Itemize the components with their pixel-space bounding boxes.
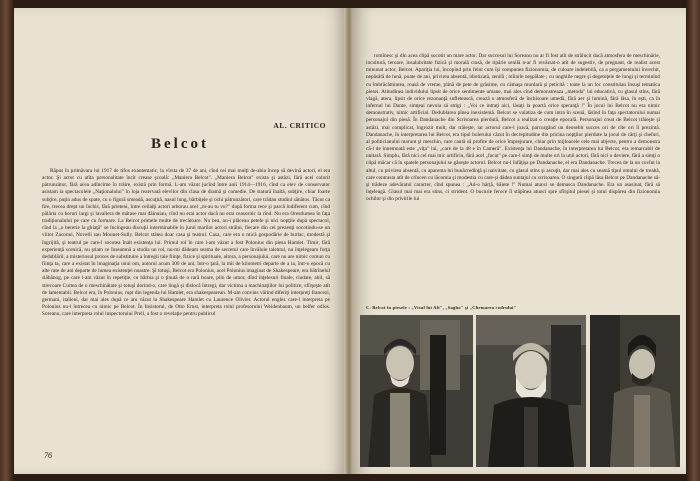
page-number: 76 xyxy=(44,451,52,460)
photo-role-1 xyxy=(360,315,473,467)
photo-role-3 xyxy=(590,315,680,467)
photo-role-1-image xyxy=(360,315,473,467)
photo-role-3-image xyxy=(590,315,680,467)
left-page xyxy=(14,8,346,474)
photo-role-2-image xyxy=(476,315,586,467)
left-body-text: Răpus în primăvara lui 1917 de tifos exantematic, la vîrsta de 37 de ani, cînd cei mai mulţi de-abia încep să devină actori, el era actor. Şi actor cu atîta personalitate încît crease şcoală: „Maniera Belcot". „Maniera Belcot" exista şi astăzi, fără acel colorit pătrunzător, fără acea adîncime în trăire, există prin formă. L-am văzut jucînd între anii 1914—1916, cînd ca elev de conservator asistam la spectacolele „Naţionalului" în loja rezervată elevilor din clasa de dramă şi comedie. De statură înaltă, subţire, chiar foarte subţire, puţin adus de spate, cu o figură smeadă, ascuţită, nasul lung, bărbiţele şi ochi pătrunzători, care trădau studiul sănătos. Tăcut ca fire, trecea drept un închis, fără prieteni, între ceilalţi actori arborau acel „m-au tu vu?" după forma rece şi parcă indiferent cum, cînd pălăria cu boruri largi şi lavaliera de mătase mai dăinuiau, cînd nu erai actor dacă nu erai ceasornic la rînd. Nu era Orestlumea în fața tradiționalului pe care cu formare. La Belcot primele multe de trecătoare. Nu bea, nu-i plăceau petele şi nici nopţile după spectacol, cînd la „o bererie la ghiaţă" se încingeau discuţii interminabile în jurul marilor actori străini, fiecare din cei prezenţi socotindu-se un viitor Zaconni, Novelli sau Mounet-Sully. Belcot stătea doar casa şi teatrul. Casa, care era o mică gospodărie de burlac, modestă şi îngrijită, şi teatrul pe care-l socotea înalt existenţa lui. Primul rol în care l-am văzut a fost Polonius din piesa Hamlet. Timir, fără experienţă scenică, nu ştiam ce înseamnă a studia un rol, nu-mi dădeam seama de secretul care învăluie talentul, nu înţelegeam forţa dedublării, a misteriosul proces de substituire a întregii tale fiinţe, fizice şi spirituale, altora, a personajului, care nu are nimic comun cu fiinţa ta, care a existat în imaginaţia unui om, autorul acum 300 de ani, într-o ţară, la mii de kilometri departe de a ta, într-o epocă cu alte rute de ani departe de lumea existenţei noastre. Şi totuşi, Belcot era Polonius, acel Polonius imaginat de Shakespeare, era bătrînelul slăbănog, pe care l-am văzut în repetiţie, cu bărbia şi o ţinută de o rară boare, plin de umor, dînd înţelesuri finale, ciudate, abil, să strecoare Curtea de o meschinătate şi totuşi dorind-o, care lingă şi dislocă întregi, dar victima a machinaţiilor lui politice, sfîrşeşte atît de lamentabil. Belcot era, în Polonius, rupt din legenda lui Hamlet, era shakespearean. M-am convins vărind diferiţi interpreţi francezi, germani, italieni, dar mai ales după ce am văzut la Shakespeare Hamlet cu Laurence Olivier. Actorul englez care-l interpreta pe Polonius nu-l întrecea cu nimic pe Belcot. În Insistorul, de Otto Ernst, interpreta rolul profesorului Weidenbaum, un belfer odios. Soreanu, care interpreta rolul inspectorului Prell, a fost o revelaţie pentru publicul xyxy=(42,168,330,318)
article-title: Belcot xyxy=(151,136,209,152)
photo-role-2 xyxy=(476,315,586,467)
right-page xyxy=(352,8,686,474)
right-body-text: romînesc şi din acea clipă socotit un mare actor. Dar succesul lui Soreanu nu ar fi fost atît de strălucit dacă atmosfera de meschinărie, incultură, teroare, insalubritate fizică şi morală crasă, de tipărie senilă n-ar fi revărsat-o atît de sugestiv, de pregnant, de realist acest minunat actor, Belcot. Apariţia lui, încopind prin felul cum îşi compunea fizionomia, de culoare indelebilă, ca a pergamentului învechit, nepăsătă de lună, poate de ani, privirea absentă, idiotizată, senilă ; mîinile neşpălate ; cu unghiile negre şi degetuţele de lungi şi terminînd cu îmbrăcămintea, roasă de vreme, plină de pete de grăsime, cu cămaşa murdară şi peticită : toate la un loc constituiau însuşi tematica piesei. Atitudinea individului lipsit de orice sentimente umane, mai ales cînd demonstreaza „metoda" lui educativă, cu glasul stins, fără vlagă, atera, lipsit de orice rezonanţă sufletească, crează o atmosferă de închisoare umedă, fără aer şi lumină, fără lăsa, în eşti, ca în infernul lui Dante, simţeai nevoia să strigi : „Voi ce intraţi aici, lăsaţi la poartă orice speranţă !" În jocul lui Belcot nu era nimic demonstrativ, nimic artificial. Dedublarea pînea inexistentă. Belcot se vulatiza de cum intra în scenă, lăsînd în faţa spectatorului numai personajul din piesă. În Dandanache din Scrisoarea pierdută, Belcot a realizat o creaţie epocală. Personajul creat de Belcot trăieşte şi astăzi, mai complicat, îngrozit mult, dar trăieşte, iar actorul care-l joacă, parcurgând un deosebit succes ori de cîte ori îl prezintă. Dandanache, în interpretarea lui Belcot, era tipul boierului căzut în decrepitudine din pricina nopţilor pierdute la jocul de cărţi şi chefuri, al politicianului marunt şi meschin, care caută să profite de orice împrejurare, chiar prin mijloacele cele mai abjecte, pentru a demonstra că-l de înnemnată este „viţa" lui, „care de la 48 e în Cameră". Existenţa lui Dandanache, în interpretarea lui Belcot, era remarcabil de unitară. Simplu, fără nici cel mai mic artificiu, fără acel „facut" pe care-l simţi de multe ori la unii actori, fără nici o deviere, fără a simţi o clipă măcar că în spatele personajului se găseşte actorul. Belcot nu-l înfăţişa pe Dandanache, el era Dandanache. Trecea de la un cuvînt la altul, cu privirea absentă, cu aparenta lui bunăcredinţă şi naivitate, cu glasul stins şi ascuţit, dar mai ales cu seamă tipul omului de treabă, care contrasta atît de crîncen cu lăcomia şi modestia cu care-şi dădea suntajul cu scrisoarea. O singură clipă lăsa Belcot pe Dandanache să-şi trădeze adevăratul caracter, cînd spunea : „Ad-o hârţă, băiete !" Numai atunci se demasca Dandanache. Era un asasinat, fără să înţeleagă. Glasul mai mai era stins, ci strident. O bucurie feroce îl stăpînea atunci spre sfîrşitul piesei şi totul dispărea din fizionomia ochilor şi din privirile lui xyxy=(366,53,660,203)
author-label: AL. CRITICO xyxy=(273,121,326,130)
photo-caption: C. Belcot în piesele : „Visul lui Alt", „Sagho" şi „Chemarea codrului" xyxy=(366,305,517,310)
